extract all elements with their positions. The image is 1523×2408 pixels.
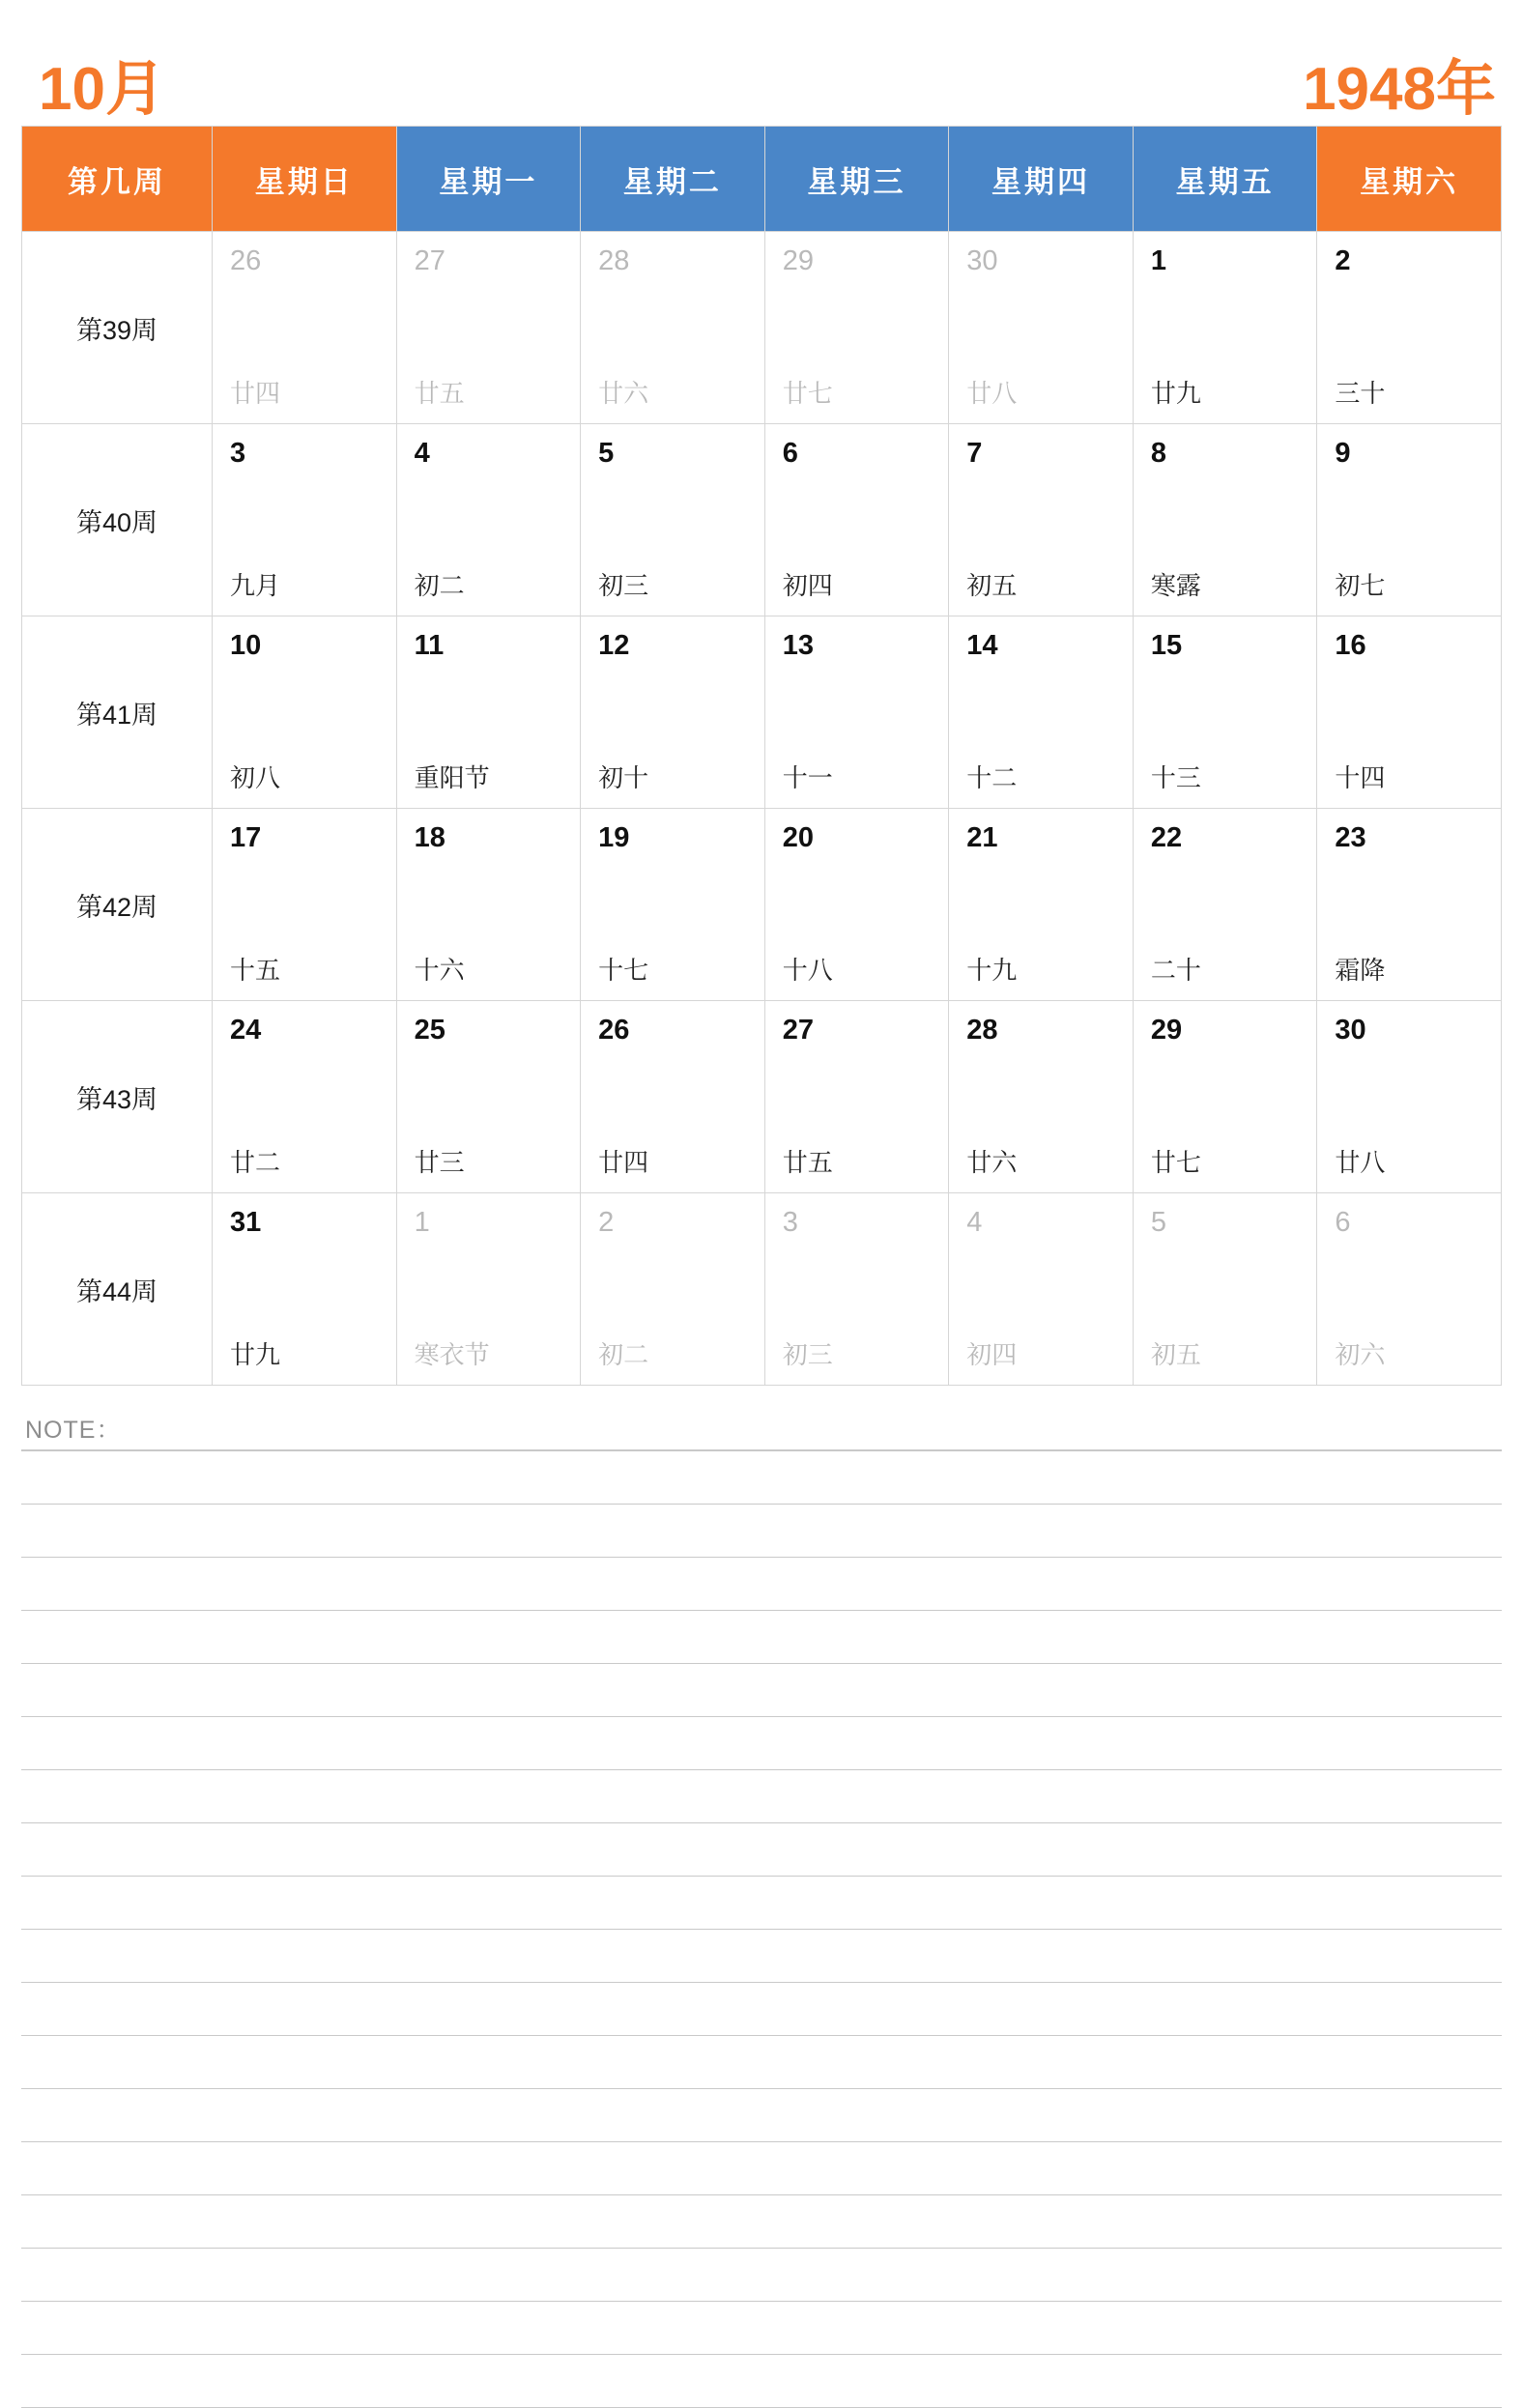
gregorian-day-number: 6 bbox=[782, 438, 798, 469]
gregorian-day-number: 24 bbox=[230, 1015, 262, 1046]
lunar-day-label: 廿九 bbox=[230, 1340, 281, 1369]
lunar-day-label: 十四 bbox=[1335, 763, 1386, 792]
day-cell-content bbox=[581, 616, 764, 808]
day-cell-content bbox=[1134, 232, 1317, 423]
day-cell-content bbox=[581, 232, 764, 423]
day-cell[interactable] bbox=[1133, 1001, 1317, 1193]
gregorian-day-number: 29 bbox=[782, 245, 814, 276]
day-cell[interactable] bbox=[1317, 1001, 1502, 1193]
day-cell-content bbox=[397, 1193, 581, 1385]
calendar-week-row bbox=[22, 232, 1502, 424]
weekday-header-row bbox=[22, 127, 1502, 232]
lunar-day-label: 初二 bbox=[414, 571, 465, 600]
calendar-header bbox=[21, 0, 1502, 126]
note-label: NOTE： bbox=[25, 1417, 122, 1444]
week-number-cell: 第42周 bbox=[22, 809, 213, 1001]
gregorian-day-number: 27 bbox=[782, 1015, 814, 1046]
day-cell[interactable] bbox=[581, 1193, 765, 1386]
day-cell-content bbox=[1317, 232, 1501, 423]
note-lines bbox=[21, 1449, 1502, 2408]
gregorian-day-number: 4 bbox=[966, 1207, 983, 1238]
lunar-day-label: 霜降 bbox=[1335, 956, 1386, 985]
lunar-day-label: 初二 bbox=[598, 1340, 649, 1369]
week-number-cell: 第39周 bbox=[22, 232, 213, 424]
note-line[interactable] bbox=[21, 2036, 1502, 2089]
calendar-week-row bbox=[22, 424, 1502, 616]
note-line[interactable] bbox=[21, 1930, 1502, 1983]
calendar-header-row bbox=[22, 127, 1502, 232]
week-number-cell: 第43周 bbox=[22, 1001, 213, 1193]
lunar-day-label: 廿九 bbox=[1150, 379, 1201, 408]
day-cell-content bbox=[765, 424, 949, 616]
note-line[interactable] bbox=[21, 2302, 1502, 2355]
lunar-day-label: 三十 bbox=[1335, 379, 1386, 408]
day-cell-content bbox=[949, 616, 1133, 808]
gregorian-day-number: 1 bbox=[1150, 245, 1166, 276]
gregorian-day-number: 28 bbox=[598, 245, 630, 276]
day-cell[interactable] bbox=[949, 809, 1134, 1001]
note-line[interactable] bbox=[21, 1717, 1502, 1770]
lunar-day-label: 十二 bbox=[966, 763, 1018, 792]
note-line[interactable] bbox=[21, 1664, 1502, 1717]
gregorian-day-number: 30 bbox=[1335, 1015, 1366, 1046]
note-line[interactable] bbox=[21, 1823, 1502, 1877]
header-monday: 星期一 bbox=[396, 127, 581, 232]
gregorian-day-number: 6 bbox=[1335, 1207, 1351, 1238]
note-line[interactable] bbox=[21, 2089, 1502, 2142]
day-cell[interactable] bbox=[213, 1193, 397, 1386]
week-number-cell: 第41周 bbox=[22, 616, 213, 809]
note-line[interactable] bbox=[21, 2142, 1502, 2195]
gregorian-day-number: 3 bbox=[782, 1207, 798, 1238]
note-area bbox=[21, 1411, 1502, 2408]
day-cell[interactable] bbox=[764, 232, 949, 424]
day-cell[interactable] bbox=[764, 809, 949, 1001]
header-sunday: 星期日 bbox=[213, 127, 397, 232]
gregorian-day-number: 25 bbox=[414, 1015, 445, 1046]
lunar-day-label: 十一 bbox=[782, 763, 833, 792]
gregorian-day-number: 27 bbox=[414, 245, 445, 276]
gregorian-day-number: 14 bbox=[966, 630, 998, 661]
lunar-day-label: 廿七 bbox=[782, 379, 833, 408]
gregorian-day-number: 9 bbox=[1335, 438, 1351, 469]
day-cell-content bbox=[213, 424, 396, 616]
gregorian-day-number: 23 bbox=[1335, 822, 1366, 853]
note-line[interactable] bbox=[21, 2195, 1502, 2249]
lunar-day-label: 初三 bbox=[782, 1340, 833, 1369]
day-cell-content bbox=[949, 424, 1133, 616]
day-cell-content bbox=[581, 1193, 764, 1385]
day-cell-content bbox=[213, 809, 396, 1000]
day-cell-content bbox=[213, 616, 396, 808]
day-cell-content bbox=[1317, 616, 1501, 808]
lunar-day-label: 廿三 bbox=[414, 1148, 465, 1177]
day-cell[interactable] bbox=[1133, 616, 1317, 809]
gregorian-day-number: 13 bbox=[782, 630, 814, 661]
gregorian-day-number: 19 bbox=[598, 822, 630, 853]
day-cell[interactable] bbox=[396, 1193, 581, 1386]
lunar-day-label: 寒露 bbox=[1150, 571, 1201, 600]
day-cell-content bbox=[1134, 424, 1317, 616]
day-cell[interactable] bbox=[1317, 424, 1502, 616]
lunar-day-label: 十九 bbox=[966, 956, 1018, 985]
day-cell[interactable] bbox=[949, 232, 1134, 424]
gregorian-day-number: 1 bbox=[414, 1207, 430, 1238]
day-cell[interactable] bbox=[1133, 232, 1317, 424]
gregorian-day-number: 16 bbox=[1335, 630, 1366, 661]
gregorian-day-number: 10 bbox=[230, 630, 262, 661]
lunar-day-label: 初三 bbox=[598, 571, 649, 600]
day-cell[interactable] bbox=[1317, 232, 1502, 424]
gregorian-day-number: 12 bbox=[598, 630, 630, 661]
day-cell-content bbox=[397, 1001, 581, 1192]
gregorian-day-number: 5 bbox=[1150, 1207, 1166, 1238]
gregorian-day-number: 18 bbox=[414, 822, 445, 853]
gregorian-day-number: 11 bbox=[414, 630, 445, 661]
gregorian-day-number: 8 bbox=[1150, 438, 1166, 469]
lunar-day-label: 初六 bbox=[1335, 1340, 1386, 1369]
day-cell-content bbox=[213, 1001, 396, 1192]
day-cell[interactable] bbox=[1317, 809, 1502, 1001]
week-number-cell: 第40周 bbox=[22, 424, 213, 616]
day-cell-content bbox=[949, 232, 1133, 423]
day-cell[interactable] bbox=[1133, 1193, 1317, 1386]
day-cell[interactable] bbox=[396, 424, 581, 616]
gregorian-day-number: 17 bbox=[230, 822, 262, 853]
note-line[interactable] bbox=[21, 1983, 1502, 2036]
day-cell-content bbox=[213, 232, 396, 423]
lunar-day-label: 初八 bbox=[230, 763, 281, 792]
lunar-day-label: 初四 bbox=[966, 1340, 1018, 1369]
day-cell[interactable] bbox=[764, 1001, 949, 1193]
day-cell[interactable] bbox=[581, 809, 765, 1001]
day-cell[interactable] bbox=[949, 1193, 1134, 1386]
lunar-day-label: 廿七 bbox=[1150, 1148, 1201, 1177]
day-cell-content bbox=[1134, 809, 1317, 1000]
gregorian-day-number: 20 bbox=[782, 822, 814, 853]
day-cell[interactable] bbox=[581, 232, 765, 424]
gregorian-day-number: 26 bbox=[230, 245, 262, 276]
day-cell-content bbox=[765, 809, 949, 1000]
day-cell[interactable] bbox=[396, 232, 581, 424]
note-line[interactable] bbox=[21, 1558, 1502, 1611]
lunar-day-label: 廿五 bbox=[782, 1148, 833, 1177]
note-line[interactable] bbox=[21, 2249, 1502, 2302]
day-cell-content bbox=[765, 232, 949, 423]
day-cell-content bbox=[1134, 616, 1317, 808]
gregorian-day-number: 15 bbox=[1150, 630, 1183, 661]
note-line[interactable] bbox=[21, 1770, 1502, 1823]
gregorian-day-number: 2 bbox=[1335, 245, 1351, 276]
day-cell-content bbox=[1317, 1193, 1501, 1385]
lunar-day-label: 初五 bbox=[1150, 1340, 1201, 1369]
gregorian-day-number: 5 bbox=[598, 438, 615, 469]
note-line[interactable] bbox=[21, 1505, 1502, 1558]
gregorian-day-number: 4 bbox=[414, 438, 430, 469]
day-cell-content bbox=[949, 1001, 1133, 1192]
day-cell-content bbox=[765, 1193, 949, 1385]
day-cell-content bbox=[581, 809, 764, 1000]
gregorian-day-number: 2 bbox=[598, 1207, 615, 1238]
gregorian-day-number: 30 bbox=[966, 245, 998, 276]
header-thursday: 星期四 bbox=[949, 127, 1134, 232]
header-week-number: 第几周 bbox=[22, 127, 213, 232]
year-title: 1948年 bbox=[1303, 56, 1496, 123]
day-cell[interactable] bbox=[949, 424, 1134, 616]
day-cell[interactable] bbox=[1317, 616, 1502, 809]
lunar-day-label: 初四 bbox=[782, 571, 833, 600]
lunar-day-label: 二十 bbox=[1150, 956, 1201, 985]
day-cell-content bbox=[1317, 809, 1501, 1000]
day-cell-content bbox=[581, 1001, 764, 1192]
day-cell[interactable] bbox=[213, 809, 397, 1001]
lunar-day-label: 初十 bbox=[598, 763, 649, 792]
gregorian-day-number: 7 bbox=[966, 438, 983, 469]
lunar-day-label: 重阳节 bbox=[414, 763, 490, 792]
day-cell-content bbox=[765, 1001, 949, 1192]
note-line[interactable] bbox=[21, 1451, 1502, 1505]
day-cell[interactable] bbox=[213, 424, 397, 616]
lunar-day-label: 廿四 bbox=[598, 1148, 649, 1177]
day-cell[interactable] bbox=[1317, 1193, 1502, 1386]
lunar-day-label: 廿二 bbox=[230, 1148, 281, 1177]
header-saturday: 星期六 bbox=[1317, 127, 1502, 232]
day-cell-content bbox=[1134, 1193, 1317, 1385]
day-cell-content bbox=[397, 232, 581, 423]
lunar-day-label: 廿六 bbox=[966, 1148, 1018, 1177]
lunar-day-label: 廿四 bbox=[230, 379, 281, 408]
calendar-week-row bbox=[22, 809, 1502, 1001]
lunar-day-label: 十六 bbox=[414, 956, 465, 985]
day-cell[interactable] bbox=[1133, 809, 1317, 1001]
day-cell-content bbox=[1317, 424, 1501, 616]
day-cell[interactable] bbox=[213, 616, 397, 809]
header-wednesday: 星期三 bbox=[764, 127, 949, 232]
month-title: 10月 bbox=[39, 56, 165, 123]
day-cell-content bbox=[581, 424, 764, 616]
day-cell-content bbox=[1317, 1001, 1501, 1192]
day-cell-content bbox=[949, 1193, 1133, 1385]
gregorian-day-number: 3 bbox=[230, 438, 246, 469]
lunar-day-label: 初七 bbox=[1335, 571, 1386, 600]
note-line[interactable] bbox=[21, 1877, 1502, 1930]
day-cell[interactable] bbox=[213, 232, 397, 424]
lunar-day-label: 十三 bbox=[1150, 763, 1201, 792]
day-cell[interactable] bbox=[764, 424, 949, 616]
day-cell-content bbox=[397, 809, 581, 1000]
calendar-body bbox=[22, 232, 1502, 1386]
lunar-day-label: 廿八 bbox=[1335, 1148, 1386, 1177]
gregorian-day-number: 21 bbox=[966, 822, 998, 853]
lunar-day-label: 十八 bbox=[782, 956, 833, 985]
calendar-week-row bbox=[22, 1193, 1502, 1386]
day-cell[interactable] bbox=[581, 616, 765, 809]
gregorian-day-number: 29 bbox=[1150, 1015, 1183, 1046]
gregorian-day-number: 22 bbox=[1150, 822, 1183, 853]
lunar-day-label: 十五 bbox=[230, 956, 281, 985]
day-cell-content bbox=[213, 1193, 396, 1385]
day-cell-content bbox=[397, 424, 581, 616]
header-tuesday: 星期二 bbox=[581, 127, 765, 232]
day-cell[interactable] bbox=[396, 809, 581, 1001]
lunar-day-label: 廿八 bbox=[966, 379, 1018, 408]
day-cell[interactable] bbox=[1133, 424, 1317, 616]
day-cell[interactable] bbox=[213, 1001, 397, 1193]
day-cell[interactable] bbox=[581, 1001, 765, 1193]
lunar-day-label: 十七 bbox=[598, 956, 649, 985]
day-cell[interactable] bbox=[764, 616, 949, 809]
lunar-day-label: 廿五 bbox=[414, 379, 465, 408]
day-cell-content bbox=[397, 616, 581, 808]
day-cell-content bbox=[1134, 1001, 1317, 1192]
day-cell[interactable] bbox=[949, 616, 1134, 809]
calendar-table bbox=[21, 126, 1502, 1386]
lunar-day-label: 九月 bbox=[230, 571, 281, 600]
calendar-week-row bbox=[22, 1001, 1502, 1193]
day-cell[interactable] bbox=[764, 1193, 949, 1386]
day-cell-content bbox=[949, 809, 1133, 1000]
lunar-day-label: 寒衣节 bbox=[414, 1340, 490, 1369]
day-cell[interactable] bbox=[949, 1001, 1134, 1193]
note-line[interactable] bbox=[21, 2355, 1502, 2408]
gregorian-day-number: 28 bbox=[966, 1015, 998, 1046]
lunar-day-label: 初五 bbox=[966, 571, 1018, 600]
day-cell[interactable] bbox=[581, 424, 765, 616]
week-number-cell: 第44周 bbox=[22, 1193, 213, 1386]
lunar-day-label: 廿六 bbox=[598, 379, 649, 408]
note-line[interactable] bbox=[21, 1611, 1502, 1664]
header-friday: 星期五 bbox=[1133, 127, 1317, 232]
gregorian-day-number: 31 bbox=[230, 1207, 262, 1238]
gregorian-day-number: 26 bbox=[598, 1015, 630, 1046]
calendar-week-row bbox=[22, 616, 1502, 809]
day-cell[interactable] bbox=[396, 616, 581, 809]
day-cell-content bbox=[765, 616, 949, 808]
day-cell[interactable] bbox=[396, 1001, 581, 1193]
